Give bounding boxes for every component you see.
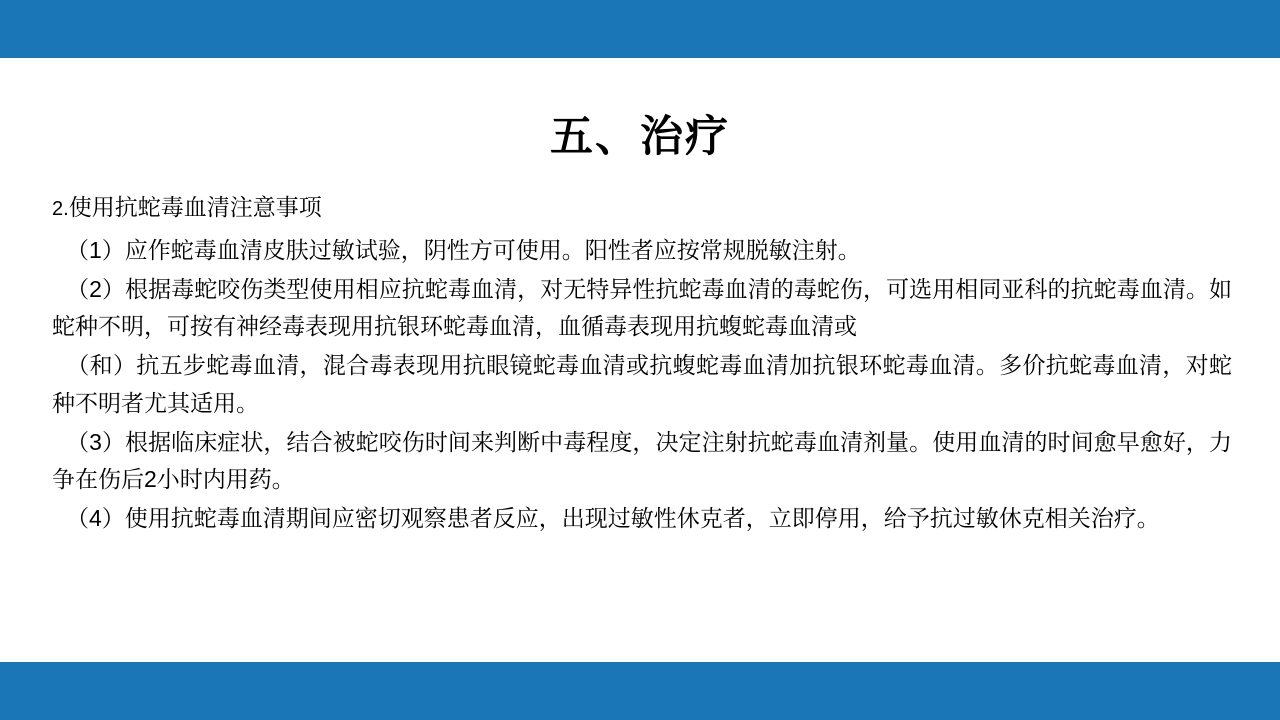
list-item [52, 424, 1232, 499]
list-item [52, 500, 1232, 537]
list-item-label: （2） [66, 275, 126, 302]
list-item [52, 232, 1232, 269]
list-item-label: （4） [66, 505, 125, 532]
list-item-label: （3） [66, 428, 126, 455]
list-item-text: 使用抗蛇毒血清期间应密切观察患者反应，出现过敏性休克者，立即停用，给予抗过敏休克相关治疗。 [124, 505, 1160, 532]
top-accent-bar [0, 0, 1280, 58]
list-item-text: 抗五步蛇毒血清，混合毒表现用抗眼镜蛇毒血清或抗蝮蛇毒血清加抗银环蛇毒血清。多价抗蛇毒血清，对蛇种不明者尤其适用。 [52, 352, 1233, 416]
section-heading [52, 190, 1232, 226]
section-heading-number: 2. [52, 198, 69, 220]
list-item-text: 应作蛇毒血清皮肤过敏试验，阴性方可使用。阳性者应按常规脱敏注射。 [124, 236, 861, 263]
bottom-accent-bar [0, 662, 1280, 720]
list-item [52, 271, 1232, 346]
list-item-text: 根据临床症状，结合被蛇咬伤时间来判断中毒程度，决定注射抗蛇毒血清剂量。使用血清的时间愈早愈好，力争在伤后2小时内用药。 [52, 428, 1232, 493]
page-title: 五、治疗 [550, 113, 730, 161]
list-item-text: 根据毒蛇咬伤类型使用相应抗蛇毒血清，对无特异性抗蛇毒血清的毒蛇伤，可选用相同亚科的抗蛇毒血清。如蛇种不明，可按有神经毒表现用抗银环蛇毒血清，血循毒表现用抗蝮蛇毒血清或 [52, 275, 1232, 340]
section-heading-text: 使用抗蛇毒血清注意事项 [68, 194, 322, 220]
list-item-label: （和） [66, 352, 137, 379]
list-item [52, 347, 1232, 422]
slide-content [52, 190, 1232, 540]
list-item-label: （1） [66, 236, 125, 263]
